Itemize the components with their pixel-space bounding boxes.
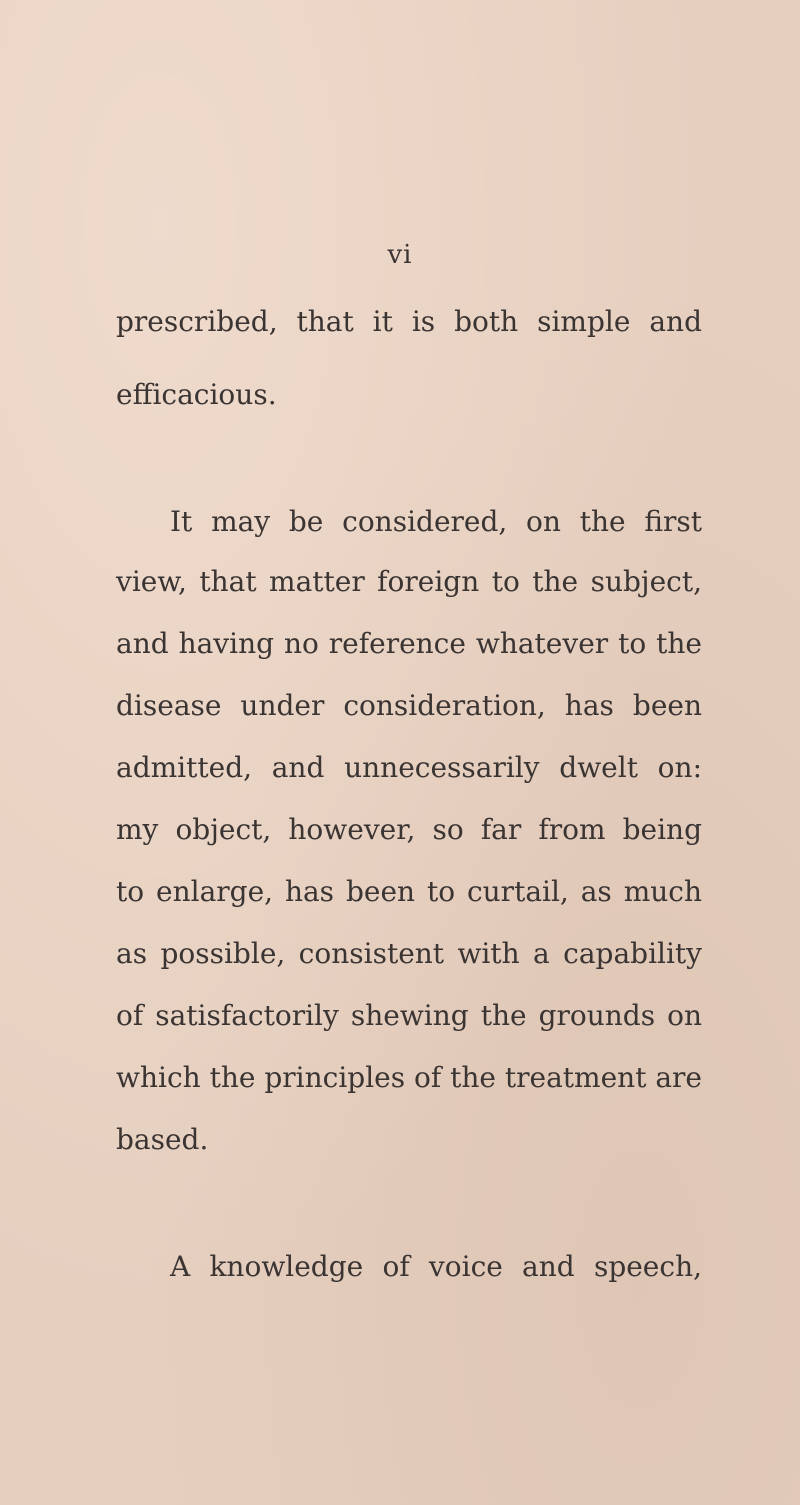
text-line: admitted, and unnecessarily dwelt on: [116, 751, 702, 784]
text-line: and having no reference whatever to the [116, 627, 702, 660]
text-line: efficacious. [116, 378, 277, 411]
page-number: vi [387, 240, 413, 270]
text-line: which the principles of the treatment are [116, 1061, 702, 1094]
text-line: A knowledge of voice and speech, [170, 1250, 702, 1283]
text-line: It may be considered, on the first [170, 505, 702, 538]
text-line: disease under consideration, has been [116, 689, 702, 722]
text-line: my object, however, so far from being [116, 813, 702, 846]
text-line: of satisfactorily shewing the grounds on [116, 999, 702, 1032]
text-line: as possible, consistent with a capability [116, 937, 702, 970]
text-line: to enlarge, has been to curtail, as much [116, 875, 702, 908]
text-line: prescribed, that it is both simple and [116, 305, 702, 338]
text-line: view, that matter foreign to the subject, [116, 565, 702, 598]
text-line: based. [116, 1123, 209, 1156]
